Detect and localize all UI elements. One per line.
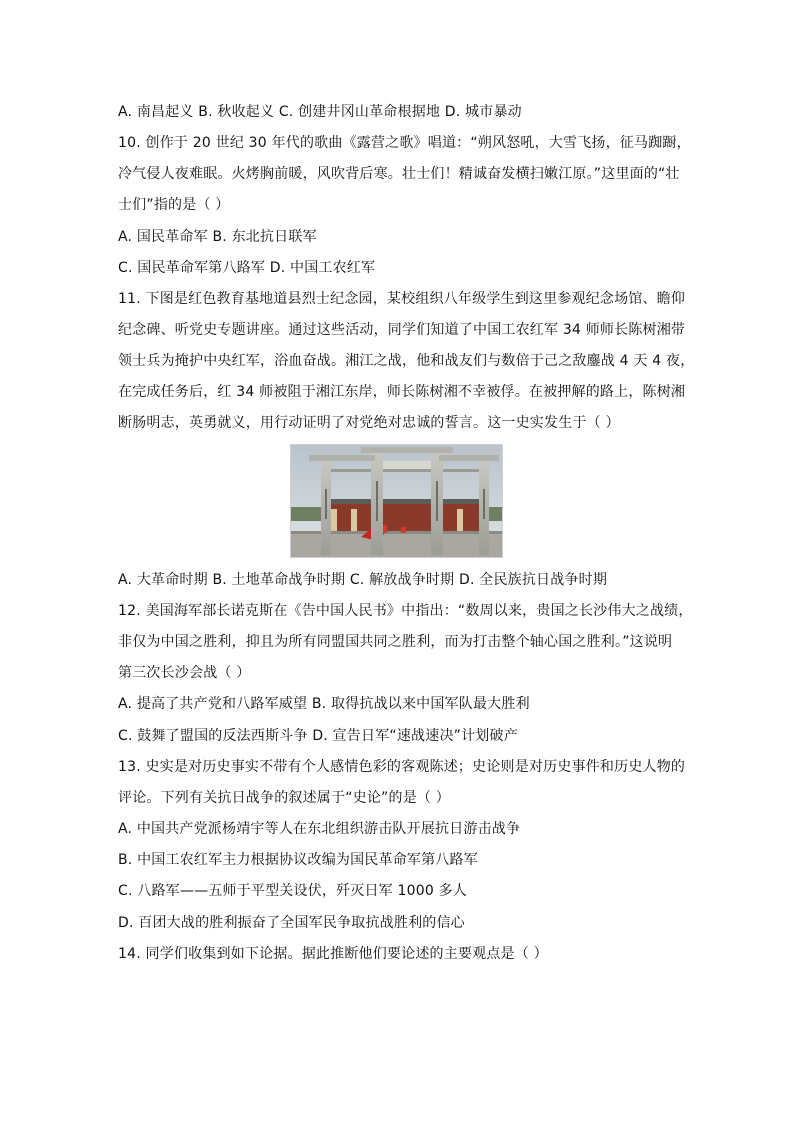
- q11-stem-line-1: 11. 下图是红色教育基地道县烈士纪念园，某校组织八年级学生到这里参观纪念场馆、瞻仰: [118, 291, 686, 307]
- q10-options-cd: C. 国民革命军第八路军 D. 中国工农红军: [118, 260, 376, 276]
- q10-stem-line-2: 冷气侵人夜难眠。火烤胸前暖，风吹背后寒。壮士们！精诚奋发横扫嫩江原。”这里面的“壮: [118, 166, 680, 182]
- q11-stem-line-3: 领士兵为掩护中央红军，浴血奋战。湘江之战，他和战友们与数倍于己之敌鏖战 4 天 4 夜，: [118, 353, 695, 369]
- q12-options-ab: A. 提高了共产党和八路军威望 B. 取得抗战以来中国军队最大胜利: [118, 696, 530, 712]
- q10-options-ab: A. 国民革命军 B. 东北抗日联军: [118, 229, 317, 245]
- q11-stem-line-5: 断肠明志，英勇就义，用行动证明了对党绝对忠诚的誓言。这一史实发生于（ ）: [118, 415, 620, 431]
- q10-stem-line-3: 士们”指的是（ ）: [118, 197, 230, 213]
- q13-stem-line-2: 评论。下列有关抗日战争的叙述属于“史论”的是（ ）: [118, 790, 450, 806]
- q11-stem-line-2: 纪念碑、听党史专题讲座。通过这些活动，同学们知道了中国工农红军 34 师师长陈树湘带: [118, 322, 686, 338]
- q10-stem-line-1: 10. 创作于 20 世纪 30 年代的歌曲《露营之歌》唱道：“朔风怒吼，大雪飞扬，征马踟蹰，: [118, 135, 691, 151]
- q12-stem-line-3: 第三次长沙会战（ ）: [118, 665, 251, 681]
- q14-stem-line-1: 14. 同学们收集到如下论据。据此推断他们要论述的主要观点是（ ）: [118, 946, 548, 962]
- q12-options-cd: C. 鼓舞了盟国的反法西斯斗争 D. 宣告日军“速战速决”计划破产: [118, 728, 518, 744]
- q12-stem-line-1: 12. 美国海军部长诺克斯在《告中国人民书》中指出：“数周以来，贵国之长沙伟大之战绩，: [118, 603, 693, 619]
- q12-stem-line-2: 非仅为中国之胜利，抑且为所有同盟国共同之胜利，而为打击整个轴心国之胜利。”这说明: [118, 634, 673, 650]
- q11-options: A. 大革命时期 B. 土地革命战争时期 C. 解放战争时期 D. 全民族抗日战争时期: [118, 572, 608, 588]
- q13-option-d: D. 百团大战的胜利振奋了全国军民争取抗战胜利的信心: [118, 915, 465, 931]
- memorial-gate-photo: [290, 444, 503, 558]
- q13-option-b: B. 中国工农红军主力根据协议改编为国民革命军第八路军: [118, 852, 478, 868]
- q13-option-c: C. 八路军——五师于平型关设伏，歼灭日军 1000 多人: [118, 883, 468, 899]
- q9-options: A. 南昌起义 B. 秋收起义 C. 创建井冈山革命根据地 D. 城市暴动: [118, 104, 522, 120]
- q11-stem-line-4: 在完成任务后，红 34 师被阻于湘江东岸，师长陈树湘不幸被俘。在被押解的路上，陈树湘: [118, 384, 686, 400]
- q13-option-a: A. 中国共产党派杨靖宇等人在东北组织游击队开展抗日游击战争: [118, 821, 521, 837]
- q13-stem-line-1: 13. 史实是对历史事实不带有个人感情色彩的客观陈述；史论则是对历史事件和历史人物的: [118, 759, 686, 775]
